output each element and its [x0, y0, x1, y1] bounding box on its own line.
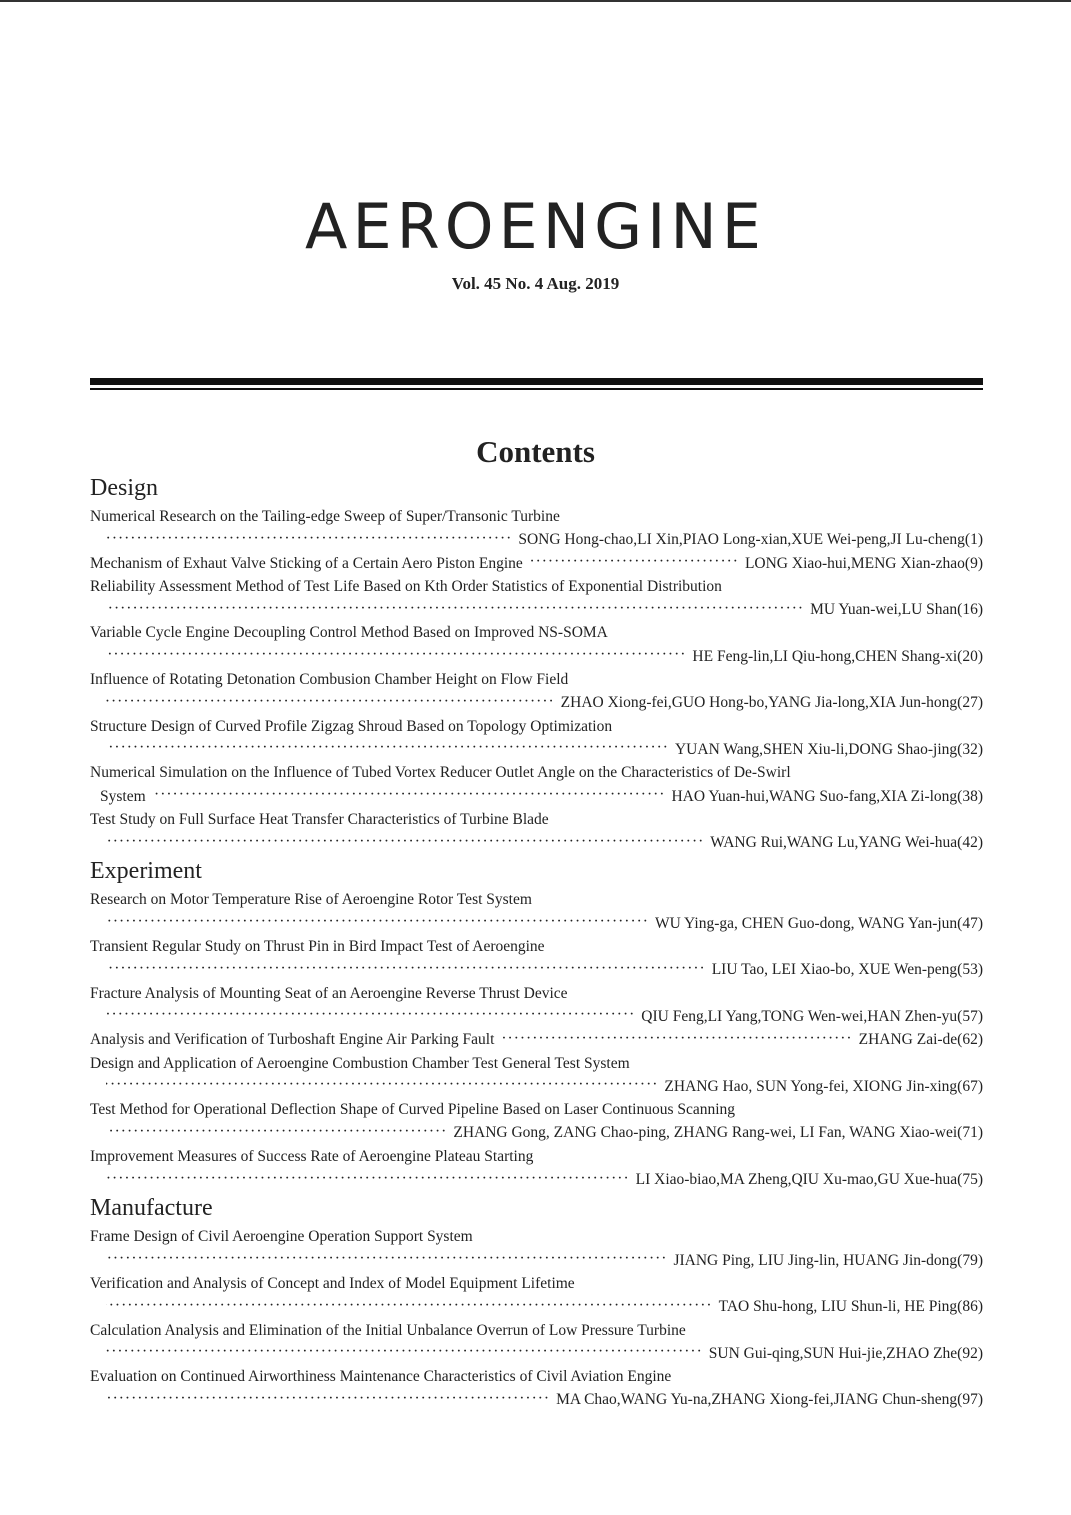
entry-line	[90, 552, 983, 575]
entry-author-line	[90, 528, 983, 551]
leader-dots	[106, 645, 686, 661]
entry-authors: ZHANG Gong, ZANG Chao-ping, ZHANG Rang-wei, LI Fan, WANG Xiao-wei(71)	[453, 1124, 983, 1142]
section-title: Manufacture	[90, 1195, 213, 1222]
leader-dots	[106, 959, 706, 975]
entry-authors: MA Chao,WANG Yu-na,ZHANG Xiong-fei,JIANG Chun-sheng(97)	[556, 1391, 983, 1409]
entry-author-line	[90, 1075, 983, 1098]
leader-dots	[106, 1296, 713, 1312]
entry-authors: LI Xiao-biao,MA Zheng,QIU Xu-mao,GU Xue-hua(75)	[635, 1171, 983, 1189]
entry-author-line	[90, 1249, 983, 1272]
entry-authors: ZHANG Hao, SUN Yong-fei, XIONG Jin-xing(67)	[664, 1077, 983, 1095]
entry-author-line	[90, 691, 983, 714]
entry-authors: SUN Gui-qing,SUN Hui-jie,ZHAO Zhe(92)	[708, 1344, 983, 1362]
leader-dots	[152, 785, 666, 801]
contents-heading: Contents	[476, 434, 595, 469]
entry-author-line	[90, 958, 983, 981]
entry-title: Improvement Measures of Success Rate of Aeroengine Plateau Starting	[90, 1147, 534, 1165]
entry-line	[90, 1028, 983, 1051]
entry-authors: HE Feng-lin,LI Qiu-hong,CHEN Shang-xi(20)	[692, 647, 983, 665]
entry-title: Calculation Analysis and Elimination of the Initial Unbalance Overrun of Low Pressure Turbine	[90, 1321, 686, 1339]
section-title: Design	[90, 475, 158, 501]
entry-title: Analysis and Verification of Turboshaft Engine Air Parking Fault	[90, 1031, 495, 1049]
leader-dots	[106, 1389, 550, 1405]
entry-title: Test Method for Operational Deflection Shape of Curved Pipeline Based on Laser Continuous Scanning	[90, 1101, 736, 1119]
entry-title: Frame Design of Civil Aeroengine Operation Support System	[90, 1228, 473, 1246]
entry-title: Fracture Analysis of Mounting Seat of an Aeroengine Reverse Thrust Device	[90, 984, 568, 1002]
toc-entry	[90, 982, 983, 1029]
entry-author-line	[90, 831, 983, 854]
toc-entry	[90, 761, 983, 808]
entry-author-line	[90, 598, 983, 621]
leader-dots	[500, 1029, 852, 1045]
toc-entry	[90, 1272, 983, 1319]
leader-dots	[106, 1075, 658, 1091]
entry-authors: HAO Yuan-hui,WANG Suo-fang,XIA Zi-long(38)	[671, 787, 983, 805]
leader-dots	[106, 1342, 703, 1358]
leader-dots	[106, 912, 649, 928]
leader-dots	[106, 1005, 635, 1021]
leader-dots	[106, 738, 669, 754]
leader-dots	[106, 832, 704, 848]
leader-dots	[106, 1122, 447, 1138]
toc-entry	[90, 1319, 983, 1366]
entry-title: Variable Cycle Engine Decoupling Control Method Based on Improved NS-SOMA	[90, 624, 608, 642]
leader-dots	[106, 692, 555, 708]
top-border-line	[0, 0, 1071, 2]
issue-info: Vol. 45 No. 4 Aug. 2019	[451, 274, 620, 293]
section-title: Experiment	[90, 858, 202, 885]
entry-authors: JIANG Ping, LIU Jing-lin, HUANG Jin-dong(79)	[673, 1251, 983, 1269]
table-of-contents	[90, 471, 983, 1412]
entry-author-line	[90, 1342, 983, 1365]
toc-entry	[90, 621, 983, 668]
entry-title: Verification and Analysis of Concept and Index of Model Equipment Lifetime	[90, 1274, 575, 1292]
journal-masthead: AEROENGINE	[305, 190, 766, 263]
entry-title: Test Study on Full Surface Heat Transfer Characteristics of Turbine Blade	[90, 810, 549, 828]
entry-title: Mechanism of Exhaut Valve Sticking of a Certain Aero Piston Engine	[90, 554, 523, 572]
entry-author-line	[90, 1121, 983, 1144]
entry-author-line	[90, 1295, 983, 1318]
toc-entry	[90, 1052, 983, 1099]
entry-title: Numerical Simulation on the Influence of Tubed Vortex Reducer Outlet Angle on the Characteristics of De-Swirl	[90, 764, 791, 782]
entry-author-line	[90, 912, 983, 935]
toc-entry	[90, 888, 983, 935]
entry-title: Numerical Research on the Tailing-edge Sweep of Super/Transonic Turbine	[90, 508, 560, 525]
entry-authors: LIU Tao, LEI Xiao-bo, XUE Wen-peng(53)	[711, 961, 983, 979]
entry-authors: SONG Hong-chao,LI Xin,PIAO Long-xian,XUE Wei-peng,JI Lu-cheng(1)	[518, 531, 983, 549]
thin-rule	[90, 388, 983, 390]
leader-dots	[106, 1249, 667, 1265]
toc-entry	[90, 935, 983, 982]
toc-entry	[90, 715, 983, 762]
entry-title: Research on Motor Temperature Rise of Aeroengine Rotor Test System	[90, 891, 532, 909]
entry-authors: WANG Rui,WANG Lu,YANG Wei-hua(42)	[710, 834, 983, 852]
entry-title: Reliability Assessment Method of Test Life Based on Kth Order Statistics of Exponential Distribution	[90, 577, 722, 595]
entry-authors: MU Yuan-wei,LU Shan(16)	[810, 601, 983, 619]
entry-title: Transient Regular Study on Thrust Pin in Bird Impact Test of Aeroengine	[90, 938, 545, 956]
toc-entry	[90, 1365, 983, 1412]
entry-title: Influence of Rotating Detonation Combusion Chamber Height on Flow Field	[90, 671, 569, 689]
leader-dots	[106, 599, 804, 615]
toc-entry	[90, 808, 983, 855]
entry-title: Design and Application of Aeroengine Combustion Chamber Test General Test System	[90, 1054, 630, 1072]
double-rule	[90, 378, 983, 390]
entry-author-line	[90, 645, 983, 668]
entry-author-line	[90, 1388, 983, 1411]
toc-entry	[90, 552, 983, 575]
entry-author-line	[90, 785, 983, 808]
entry-authors: YUAN Wang,SHEN Xiu-li,DONG Shao-jing(32)	[674, 740, 983, 758]
entry-authors: QIU Feng,LI Yang,TONG Wen-wei,HAN Zhen-yu(57)	[641, 1007, 983, 1025]
entry-author-line	[90, 1005, 983, 1028]
leader-dots	[106, 529, 512, 545]
entry-title: Evaluation on Continued Airworthiness Maintenance Characteristics of Civil Aviation Engine	[90, 1368, 672, 1386]
leader-dots	[106, 1169, 630, 1185]
toc-entry	[90, 668, 983, 715]
entry-authors: WU Ying-ga, CHEN Guo-dong, WANG Yan-jun(47)	[654, 914, 983, 932]
toc-entry	[90, 1098, 983, 1145]
toc-entry	[90, 575, 983, 622]
entry-title: Structure Design of Curved Profile Zigzag Shroud Based on Topology Optimization	[90, 717, 613, 735]
entry-author-line	[90, 738, 983, 761]
entry-authors: ZHANG Zai-de(62)	[858, 1031, 983, 1049]
entry-authors: LONG Xiao-hui,MENG Xian-zhao(9)	[744, 554, 983, 572]
toc-entry	[90, 1225, 983, 1272]
leader-dots	[529, 552, 739, 568]
entry-title-continuation: System	[100, 787, 146, 805]
toc-entry	[90, 1145, 983, 1192]
entry-authors: ZHAO Xiong-fei,GUO Hong-bo,YANG Jia-long,XIA Jun-hong(27)	[560, 694, 983, 712]
toc-entry	[90, 505, 983, 552]
toc-entry	[90, 1028, 983, 1051]
entry-author-line	[90, 1168, 983, 1191]
entry-authors: TAO Shu-hong, LIU Shun-li, HE Ping(86)	[718, 1298, 983, 1316]
thick-rule	[90, 378, 983, 385]
